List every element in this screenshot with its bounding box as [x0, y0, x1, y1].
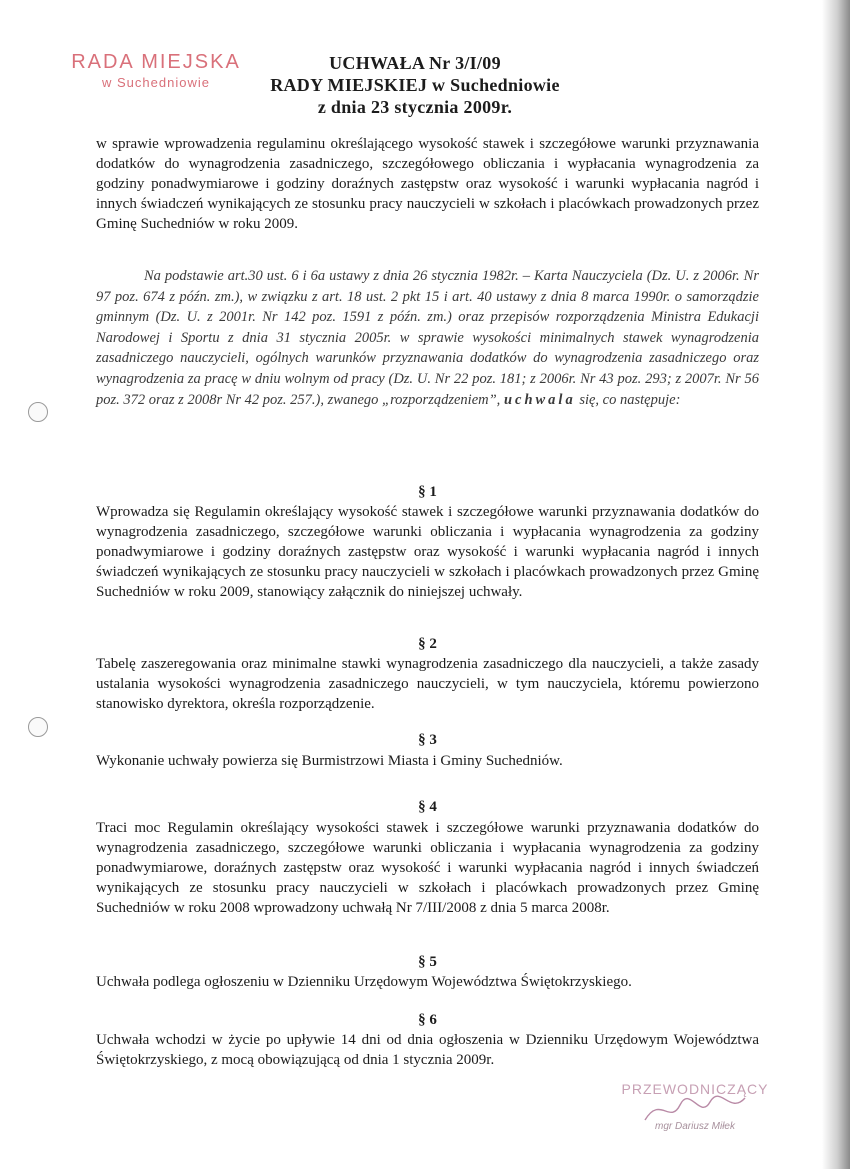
section-2-text: Tabelę zaszeregowania oraz minimalne stawki wynagrodzenia zasadniczego dla nauczycieli, a także zasady ustalania wysokości wynagrodzenia zasadniczego nauczycieli, w tym nauczyciela, któremu powierzono stanowisko dyrektora, określa rozporządzenie. [96, 656, 759, 712]
council-stamp [56, 50, 256, 92]
handwritten-signature-icon [640, 1090, 750, 1130]
section-5-text: Uchwała podlega ogłoszeniu w Dzienniku Urzędowym Województwa Świętokrzyskiego. [96, 974, 632, 990]
document-title [230, 52, 600, 118]
section-6-text: Uchwała wchodzi w życie po upływie 14 dni od dnia ogłoszenia w Dzienniku Urzędowym Województwa Świętokrzyskiego, z mocą obowiązującą od dnia 1 stycznia 2009r. [96, 1032, 759, 1068]
section-4-title: § 4 [418, 799, 437, 815]
punch-hole-bottom [28, 717, 48, 737]
punch-hole-top [28, 402, 48, 422]
signature-role: PRZEWODNICZĄCY [621, 1081, 769, 1097]
stamp-line-1: RADA MIEJSKA [71, 51, 241, 73]
title-line-3: z dnia 23 stycznia 2009r. [317, 97, 513, 117]
section-3-text: Wykonanie uchwały powierza się Burmistrzowi Miasta i Gminy Suchedniów. [96, 753, 563, 769]
section-6-title: § 6 [418, 1012, 437, 1028]
legal-basis-tail: się, co następuje: [575, 391, 681, 408]
resolution-subject: w sprawie wprowadzenia regulaminu określającego wysokość stawek i szczegółowe warunki przyznawania dodatków do wynagrodzenia zasadniczego, szczegółowego obliczania i wypłacania wynagrodzenia za godziny ponadwymiarowe i godziny doraźnych zastępstw oraz wysokość i warunki wypłacania nagród i innych świadczeń wynikających ze stosunku pracy nauczycieli w szkołach i placówkach prowadzonych przez Gminę Suchedniów w roku 2009. [96, 136, 759, 232]
title-line-1: UCHWAŁA Nr 3/I/09 [329, 53, 501, 73]
legal-basis-verb: uchwala [503, 391, 576, 408]
section-4-text: Traci moc Regulamin określający wysokości stawek i szczegółowe warunki przyznawania dodatków do wynagrodzenia zasadniczego, szczegółowe warunki obliczania i wypłacania wynagrodzenia za godziny ponadwymiarowe, doraźnych zastępstw oraz wysokość i warunki wypłacania nagród i innych świadczeń wynikających ze stosunku pracy nauczycieli w szkołach i placówkach prowadzonych przez Gminę Suchedniów w roku 2008 wprowadzony uchwałą Nr 7/III/2008 z dnia 5 marca 2008r. [96, 820, 759, 916]
section-3-title: § 3 [418, 732, 437, 748]
chairman-signature [610, 1080, 780, 1150]
legal-basis [96, 266, 759, 410]
scan-edge [822, 0, 850, 1169]
section-1-text: Wprowadza się Regulamin określający wysokość stawek i szczegółowe warunki przyznawania dodatków do wynagrodzenia zasadniczego, szczegółowe warunki obliczania i wypłacania wynagrodzenia za godziny ponadwymiarowe i godziny doraźnych zastępstw oraz wysokość i warunki wypłacania nagród i innych świadczeń wynikających ze stosunku pracy nauczycieli w szkołach i placówkach prowadzonych przez Gminę Suchedniów w roku 2009, stanowiący załącznik do niniejszej uchwały. [96, 504, 759, 600]
legal-basis-text: Na podstawie art.30 ust. 6 i 6a ustawy z dnia 26 stycznia 1982r. – Karta Nauczyciela (Dz. U. z 2006r. Nr 97 poz. 674 z późn. zm.), w związku z art. 18 ust. 2 pkt 15 i art. 40 ustawy z dnia 8 marca 1990r. o samorządzie gminnym (Dz. U. z 2001r. Nr 142 poz. 1591 z późn. zm.) oraz przepisów rozporządzenia Ministra Edukacji Narodowej i Sportu z dnia 31 stycznia 2005r. w sprawie wysokości minimalnych stawek wynagrodzenia zasadniczego nauczycieli, ogólnych warunków przyznawania dodatków do wynagrodzenia zasadniczego oraz wynagrodzenia za pracę w dniu wolnym od pracy (Dz. U. Nr 22 poz. 181; z 2006r. Nr 43 poz. 293; z 2007r. Nr 56 poz. 372 oraz z 2008r Nr 42 poz. 257.), zwanego „rozporządzeniem”, [96, 268, 759, 408]
section-2-title: § 2 [418, 636, 437, 652]
section-5-title: § 5 [418, 954, 437, 970]
stamp-line-2: w Suchedniowie [102, 75, 210, 90]
signature-name: mgr Dariusz Miłek [654, 1121, 735, 1132]
title-line-2: RADY MIEJSKIEJ w Suchedniowie [270, 75, 560, 95]
section-1-title: § 1 [418, 484, 437, 500]
